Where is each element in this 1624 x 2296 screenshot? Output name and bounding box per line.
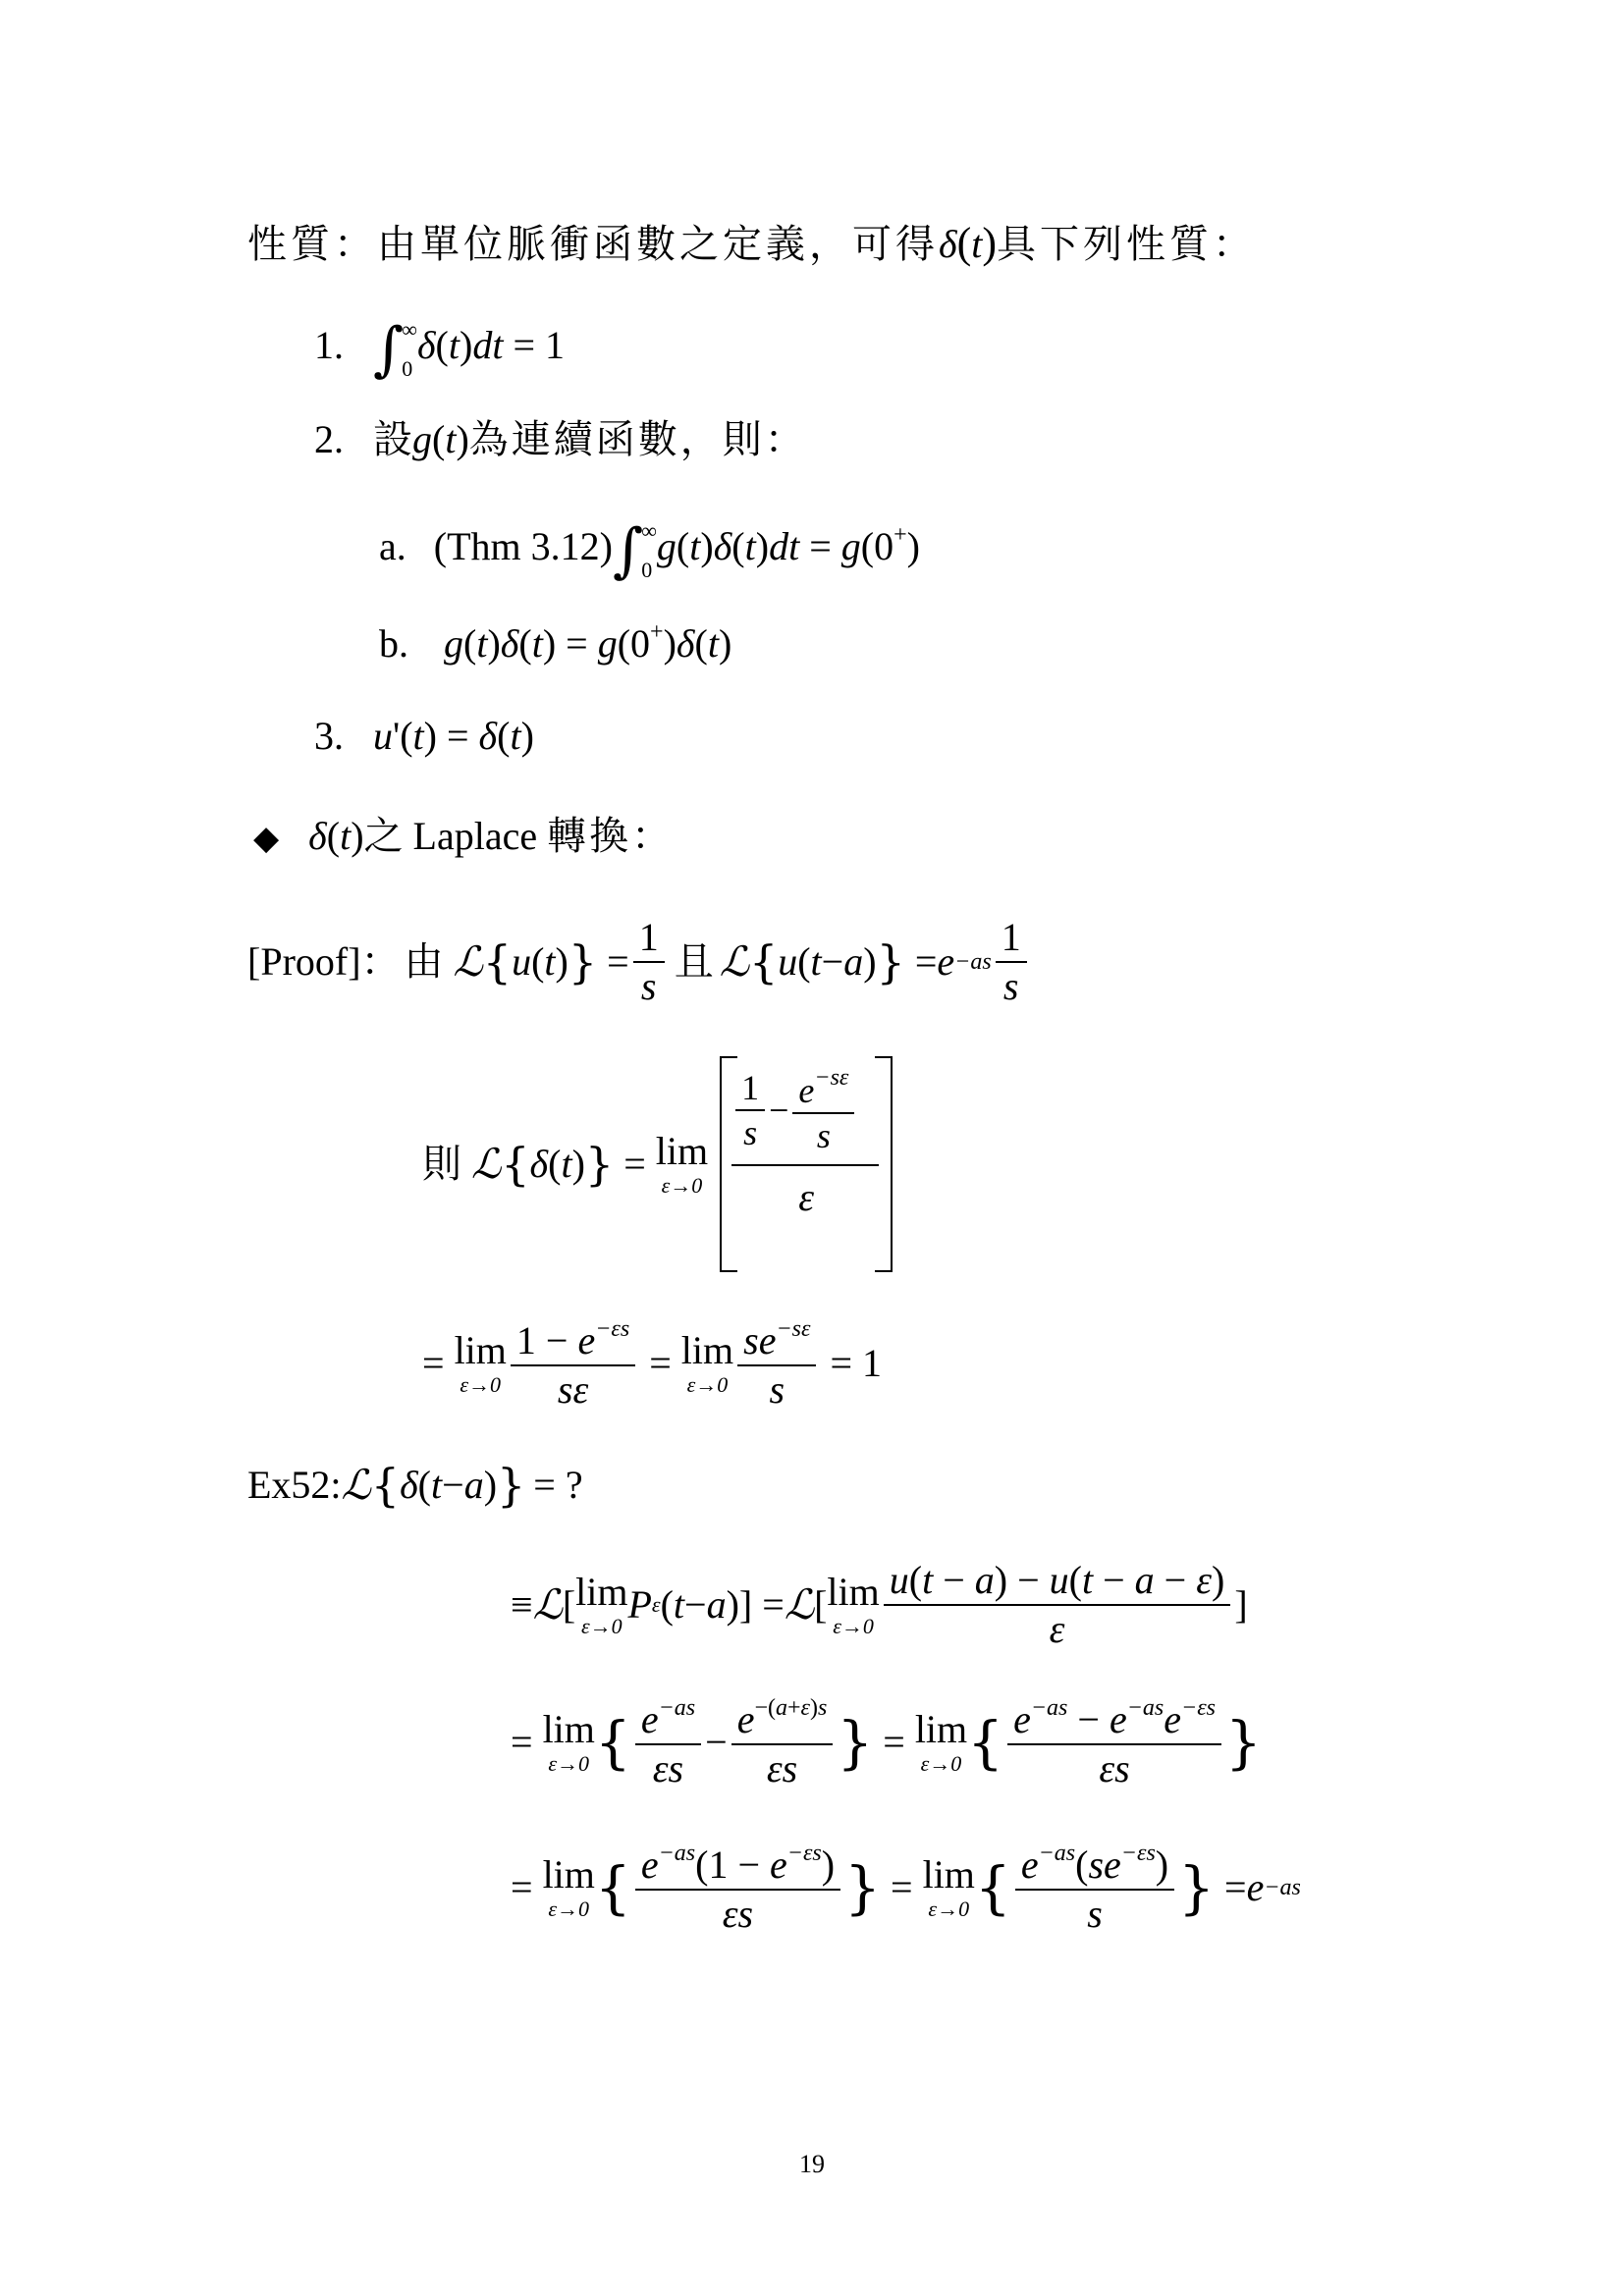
property-2a: a. (Thm 3.12)∫ ∞ 0 g(t)δ(t)dt = g(0+) — [379, 516, 920, 585]
heading-label: 性質：由單位脈衝函數之定義，可得 — [247, 222, 939, 267]
example-line: Ex52: ℒ { δ ( t − a ) } = ? — [247, 1459, 583, 1512]
proof-and: 且 — [674, 939, 714, 985]
heading-delta: δ — [939, 222, 957, 266]
property-3: 3. u'(t) = δ(t) — [314, 714, 534, 758]
sub-letter: b. — [379, 621, 408, 666]
sub-letter: a. — [379, 524, 406, 569]
laplace-heading: ◆ δ(t)之 Laplace 轉換： — [253, 814, 675, 859]
properties-heading: 性質：由單位脈衝函數之定義，可得δ(t)具下列性質： — [247, 219, 1257, 267]
proof-from: 由 — [404, 939, 444, 985]
proof-result-line: = lim ε→0 $\frac{1 - e^{-\varepsilon s}}{s\varepsilon}$ = lim ε→0 $\frac{se^{-s\varepsilon}}{s}$ = 1 — [422, 1316, 883, 1412]
item-text-b: 為連續函數，則： — [468, 417, 807, 462]
example-question: = ? — [533, 1463, 583, 1507]
item-number: 3. — [314, 714, 344, 758]
diamond-bullet-icon: ◆ — [253, 819, 280, 858]
derivation-line-3: = lim ε→0 { $\frac{e^{-as}(1 - e^{-\varepsilon s})}{\varepsilon s}$ } = lim ε→0 { $\frac{e^{-as}(se^{-\varepsilon s})}{s}$ } = e −as — [511, 1841, 1301, 1936]
item-number: 2. — [314, 417, 344, 461]
item-number: 1. — [314, 323, 344, 368]
thm-ref: (Thm 3.12) — [433, 524, 613, 569]
proof-then: 則 — [422, 1142, 461, 1187]
derivation-line-2: = lim ε→0 { $\frac{e^{-as}}{\varepsilon s}$ − $\frac{e^{-(a+\varepsilon)s}}{\varepsilon s}$ } = lim ε→0 { $\frac{e^{-as} - e^{-as}e^{-\varepsilon s}}{\varepsilon s}$ } — [511, 1695, 1262, 1790]
bullet-end: 轉換： — [547, 814, 675, 859]
example-label: Ex52: — [247, 1463, 342, 1507]
bullet-mid: 之 — [363, 814, 404, 859]
property-2b: b. g(t)δ(t) = g(0+)δ(t) — [379, 619, 732, 666]
bullet-latin: Laplace — [412, 814, 538, 858]
property-2: 2. 設g(t)為連續函數，則： — [314, 417, 807, 462]
page-number: 19 — [799, 2150, 825, 2178]
item-text-a: 設 — [373, 417, 412, 462]
heading-tail: 具下列性質： — [997, 222, 1257, 267]
proof-then-line: 則 ℒ { δ ( t ) } = lim ε→0 $\frac{1}{s}$ − $\frac{e^{-s\varepsilon}}{s}$ ε — [422, 1056, 893, 1272]
property-1: 1. ∫ ∞ 0 δ(t)dt = 1 — [314, 315, 566, 384]
heading-var: t — [971, 222, 983, 266]
derivation-line-1: ≡ ℒ [ lim ε→0 P ε ( t − a )] = ℒ [ lim ε→0 $\frac{u(t - a) - u(t - a - \varepsilon)}{\varepsilon}$ ] — [511, 1558, 1248, 1651]
proof-line: [Proof]： 由 ℒ { u ( t ) } = $\frac{1}{s}$ 且 ℒ { u ( t − a ) } = e −as $\frac{1}{s}$ — [247, 918, 1031, 1006]
proof-label: [Proof]： — [247, 939, 401, 984]
